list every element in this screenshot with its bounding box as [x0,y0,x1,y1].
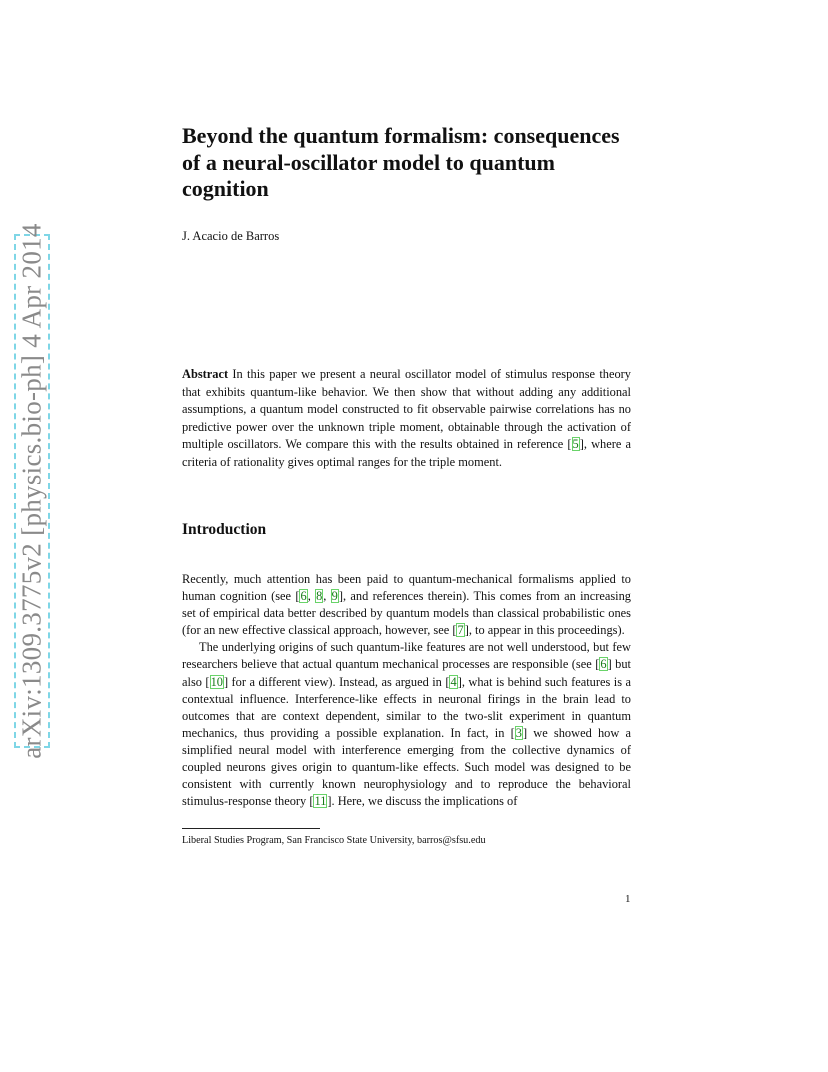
paragraph [182,639,631,810]
citation-link[interactable]: 3 [515,725,522,740]
footnote: Liberal Studies Program, San Francisco State University, barros@sfsu.edu [182,835,486,846]
abstract: Abstract In this paper we present a neural oscillator model of stimulus response theory that exhibits quantum-like behavior. We then show that without adding any additional assumptions, a quantum model constructed to fit observable pairwise correlations has no predictive power over the unknown triple moment, obtainable through the activation of multiple oscillators. We compare this with the results obtained in reference [5], where a criteria of rationality gives optimal ranges for the triple moment. [182,367,632,469]
text-run: ], to appear in this proceedings). [464,623,625,638]
text-run: ] but also [ [182,657,632,689]
body-text [182,571,631,810]
abstract-text: In this paper we present a neural oscillator model of stimulus response theory that exhibits quantum-like behavior. We then show that without adding any additional assumptions, a quantum model constructed to fit observable pairwise correlations has no predictive power over the unknown triple moment, obtainable through the activation of multiple oscillators. We compare this with the results obtained in reference [182,367,631,452]
text-run: , [323,589,331,604]
citation-link[interactable]: 7 [457,623,464,638]
citation-link[interactable]: 10 [210,674,223,689]
page-number: 1 [625,893,631,905]
text-run: , [307,589,316,604]
section-heading-introduction: Introduction [182,521,267,538]
citation-link[interactable]: 9 [331,589,338,604]
citation-link[interactable]: 6 [300,589,307,604]
text-run: ] we showed how a simplified neural model with interference emerging from the collective dynamics of coupled neurons gives origin to quantum-like effects. Such model was designed to be consistent with currently known neurophysiology and to reproduce the behavioral stimulus-response theory [ [182,725,631,809]
arxiv-stamp-text[interactable]: arXiv:1309.3775v2 [physics.bio-ph] 4 Apr 2014 [16,223,47,759]
text-run: ], what is behind such features is a contextual influence. Interference-like effects in neuronal firings in the brain lead to outcomes that are context dependent, similar to the two-slit experiment in quantum mechanics, thus providing a possible explanation. In fact, in [ [182,674,631,740]
citation-link[interactable]: 6 [600,657,607,672]
abstract-text: , where a criteria of rationality gives optimal ranges for the triple moment. [182,437,632,469]
text-run: ] for a different view). Instead, as argued in [ [223,674,450,689]
text-run: ]. Here, we discuss the implications of [327,794,518,809]
footnote-divider [182,828,320,829]
paragraph [182,571,631,639]
citation-link[interactable]: 4 [450,674,457,689]
citation-link[interactable]: 11 [314,794,327,809]
author-name: J. Acacio de Barros [182,229,280,243]
text-run: The underlying origins of such quantum-like features are not well understood, but few researchers believe that actual quantum mechanical processes are responsible (see [ [182,640,631,672]
text-run: ], and references therein). This comes from an increasing set of empirical data better described by quantum models than classical probabilistic ones (for an new effective classical approach, however, see [ [182,589,631,638]
arxiv-stamp[interactable] [14,223,50,759]
abstract-label: Abstract [182,367,229,381]
paper-title: Beyond the quantum formalism: consequences of a neural-oscillator model to quantum cognition [182,123,620,201]
citation-link[interactable]: 8 [316,589,323,604]
citation-link[interactable]: 5 [572,437,579,452]
text-run: Recently, much attention has been paid to quantum-mechanical formalisms applied to human cognition (see [ [182,572,631,604]
